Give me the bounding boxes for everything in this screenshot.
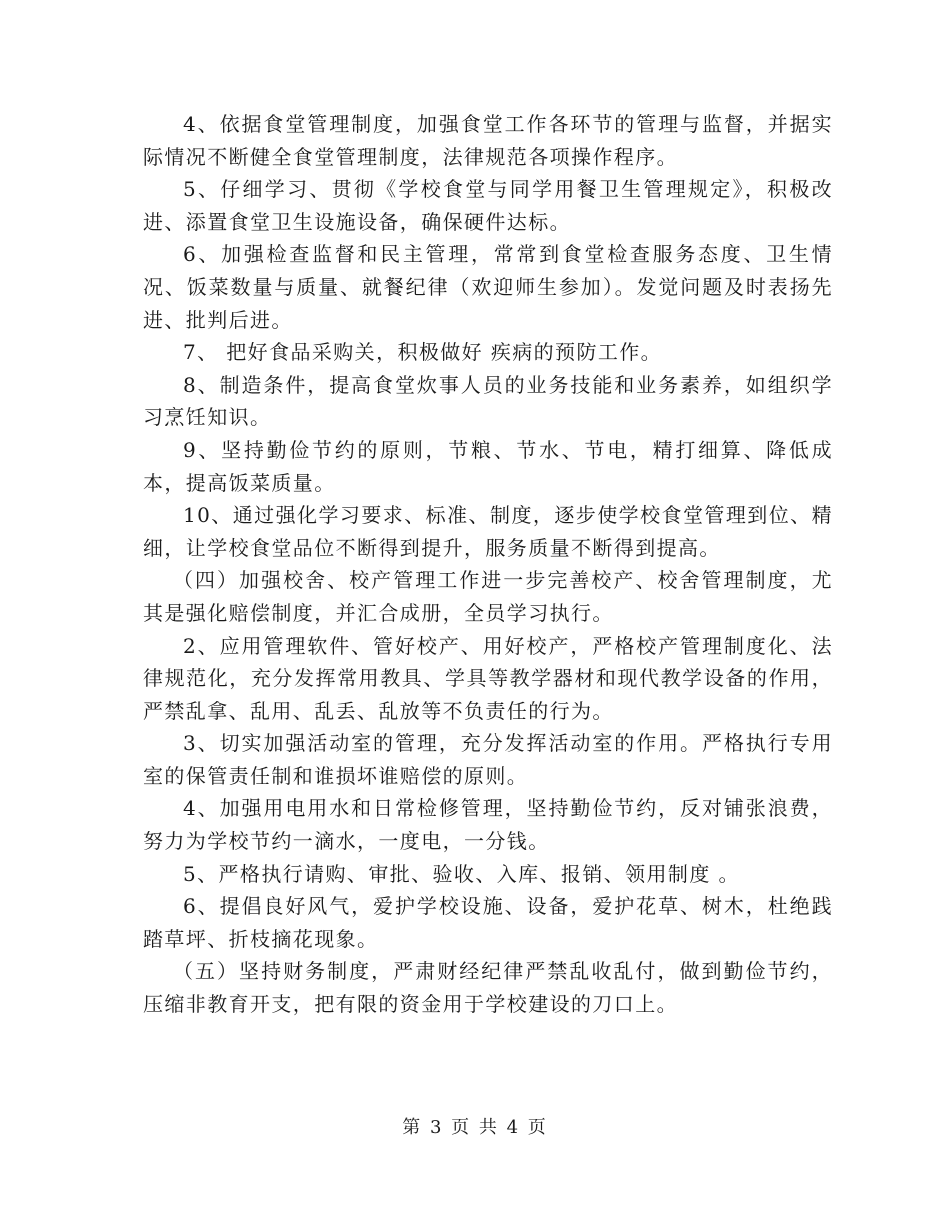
document-body [143,108,833,1021]
paragraph-5-procurement: 5、严格执行请购、审批、验收、入库、报销、领用制度 。 [183,861,740,886]
paragraph-4-canteen-rules: 4、依据食堂管理制度，加强食堂工作各环节的管理与监督，并据实际情况不断健全食堂管理制度，法律规范各项操作程序。 [143,112,833,169]
paragraph-2-asset-management: 2、应用管理软件、管好校产、用好校产，严格校产管理制度化、法律规范化，充分发挥常用教具、学具等教学器材和现代教学设备的作用，严禁乱拿、乱用、乱丢、乱放等不负责任的行为。 [143,633,833,723]
section-4-heading-paragraph: （四）加强校舍、校产管理工作进一步完善校产、校舍管理制度，尤其是强化赔偿制度，并汇合成册，全员学习执行。 [143,568,833,625]
paragraph-10-standards: 10、通过强化学习要求、标准、制度，逐步使学校食堂管理到位、精细，让学校食堂品位不断得到提升，服务质量不断得到提高。 [143,503,833,560]
paragraph-8-staff-training: 8、制造条件，提高食堂炊事人员的业务技能和业务素养，如组织学习烹饪知识。 [143,372,833,430]
paragraph-3-activity-rooms: 3、切实加强活动室的管理，充分发挥活动室的作用。严格执行专用室的保管责任制和谁损坏谁赔偿的原则。 [143,731,833,788]
paragraph-4-utilities: 4、加强用电用水和日常检修管理，坚持勤俭节约，反对铺张浪费，努力为学校节约一滴水，一度电，一分钱。 [143,796,833,854]
paragraph-9-thrift: 9、坚持勤俭节约的原则，节粮、节水、节电，精打细算、降低成本，提高饭菜质量。 [143,437,833,495]
paragraph-6-inspection: 6、加强检查监督和民主管理，常常到食堂检查服务态度、卫生情况、饭菜数量与质量、就餐纪律（欢迎师生参加）。发觉问题及时表扬先进、批判后进。 [143,242,833,332]
paragraph-7-food-purchasing: 7、 把好食品采购关，积极做好 疾病的预防工作。 [183,340,663,365]
paragraph-6-good-conduct: 6、提倡良好风气，爱护学校设施、设备，爱护花草、树木，杜绝践踏草坪、折枝摘花现象。 [143,894,833,951]
paragraph-5-hygiene-regulations: 5、仔细学习、贯彻《学校食堂与同学用餐卫生管理规定》，积极改进、添置食堂卫生设施设备，确保硬件达标。 [143,177,833,234]
page-footer: 第 3 页 共 4 页 [402,1117,548,1138]
section-5-heading-paragraph: （五）坚持财务制度，严肃财经纪律严禁乱收乱付，做到勤俭节约，压缩非教育开支，把有限的资金用于学校建设的刀口上。 [143,959,833,1017]
